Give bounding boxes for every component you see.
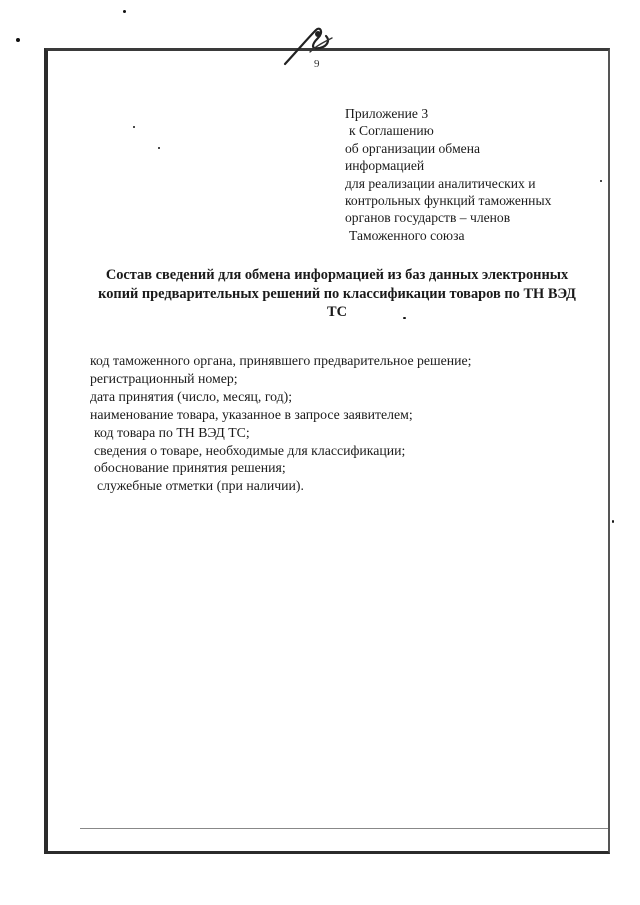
scan-speck bbox=[133, 126, 135, 128]
scan-speck bbox=[123, 10, 126, 13]
scan-speck bbox=[16, 38, 20, 42]
appendix-line: Приложение 3 bbox=[345, 106, 429, 121]
appendix-line: информацией bbox=[345, 158, 425, 174]
appendix-line: к Соглашению bbox=[349, 123, 434, 139]
list-item: обоснование принятия решения; bbox=[94, 460, 286, 476]
appendix-line: контрольных функций таможенных bbox=[345, 193, 552, 209]
signature-mark bbox=[280, 20, 340, 70]
title-line: Состав сведений для обмена информацией из баз данных электронных bbox=[105, 267, 569, 283]
list-item: регистрационный номер; bbox=[90, 370, 238, 386]
page-number: 9 bbox=[314, 58, 320, 70]
appendix-line: для реализации аналитических и bbox=[345, 175, 536, 191]
list-item: дата принятия (число, месяц, год); bbox=[90, 388, 293, 404]
document-title bbox=[84, 266, 590, 322]
scan-speck bbox=[612, 520, 614, 523]
appendix-line: об организации обмена bbox=[345, 140, 481, 156]
appendix-header bbox=[345, 105, 585, 244]
scan-speck bbox=[600, 180, 602, 182]
list-item: служебные отметки (при наличии). bbox=[97, 478, 304, 494]
list-item: код таможенного органа, принявшего предварительное решение; bbox=[90, 353, 472, 368]
title-line: копий предварительных решений по классификации товаров по ТН ВЭД bbox=[98, 285, 576, 302]
list-item: код товара по ТН ВЭД ТС; bbox=[94, 424, 250, 440]
scan-speck bbox=[158, 147, 160, 149]
scan-artifact-line bbox=[80, 828, 608, 829]
information-list bbox=[90, 352, 570, 495]
list-item: наименование товара, указанное в запросе заявителем; bbox=[90, 406, 413, 422]
appendix-line: органов государств – членов bbox=[345, 210, 511, 226]
list-item: сведения о товаре, необходимые для классификации; bbox=[94, 442, 406, 458]
title-line: ТС bbox=[327, 304, 347, 320]
appendix-line: Таможенного союза bbox=[349, 227, 465, 243]
